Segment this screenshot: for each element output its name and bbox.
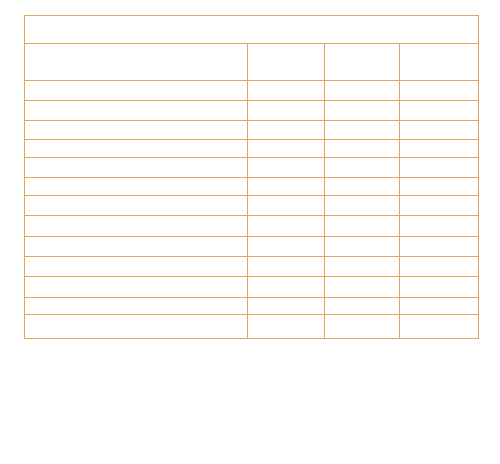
table-cell [25, 237, 248, 257]
table-row [25, 237, 479, 257]
table-row [25, 81, 479, 101]
table-cell [25, 140, 248, 158]
table-cell [25, 81, 248, 101]
table-title-cell [25, 16, 479, 44]
column-header [325, 44, 400, 81]
table-cell [400, 315, 479, 339]
table-cell [400, 140, 479, 158]
table-cell [325, 315, 400, 339]
table-cell [25, 216, 248, 237]
table-cell [400, 101, 479, 121]
table-row [25, 277, 479, 298]
table-row [25, 196, 479, 216]
table-row [25, 315, 479, 339]
table-cell [400, 216, 479, 237]
table-cell [25, 277, 248, 298]
table-cell [248, 315, 325, 339]
table-cell [25, 121, 248, 140]
column-header [248, 44, 325, 81]
table-row [25, 298, 479, 315]
table-cell [325, 158, 400, 178]
table-cell [25, 298, 248, 315]
table-cell [400, 81, 479, 101]
table-cell [325, 101, 400, 121]
table-cell [325, 257, 400, 277]
table-title-row [25, 16, 479, 44]
table-cell [248, 298, 325, 315]
table-cell [248, 216, 325, 237]
table-cell [400, 277, 479, 298]
table-cell [248, 196, 325, 216]
table-row [25, 257, 479, 277]
table-row [25, 178, 479, 196]
table-cell [400, 298, 479, 315]
table-cell [400, 237, 479, 257]
table-cell [248, 101, 325, 121]
table-cell [325, 196, 400, 216]
table-cell [248, 257, 325, 277]
table-cell [400, 158, 479, 178]
table-cell [400, 121, 479, 140]
table-header-row [25, 44, 479, 81]
table-cell [25, 158, 248, 178]
column-header [25, 44, 248, 81]
table-cell [400, 178, 479, 196]
table-cell [325, 140, 400, 158]
table-cell [248, 121, 325, 140]
table-cell [400, 257, 479, 277]
table-cell [25, 257, 248, 277]
table-cell [25, 101, 248, 121]
table-cell [400, 196, 479, 216]
table-cell [325, 216, 400, 237]
table-cell [248, 81, 325, 101]
table-cell [325, 298, 400, 315]
table-cell [248, 178, 325, 196]
table-row [25, 121, 479, 140]
table-cell [325, 121, 400, 140]
table-cell [325, 178, 400, 196]
table-cell [248, 140, 325, 158]
table-row [25, 158, 479, 178]
table-row [25, 140, 479, 158]
table-cell [325, 81, 400, 101]
table-row [25, 216, 479, 237]
table-cell [25, 178, 248, 196]
table-row [25, 101, 479, 121]
table-cell [25, 196, 248, 216]
table-cell [248, 277, 325, 298]
column-header [400, 44, 479, 81]
blank-form-table [24, 15, 479, 339]
table-cell [325, 277, 400, 298]
table-cell [248, 237, 325, 257]
table-cell [325, 237, 400, 257]
table-cell [25, 315, 248, 339]
table-cell [248, 158, 325, 178]
